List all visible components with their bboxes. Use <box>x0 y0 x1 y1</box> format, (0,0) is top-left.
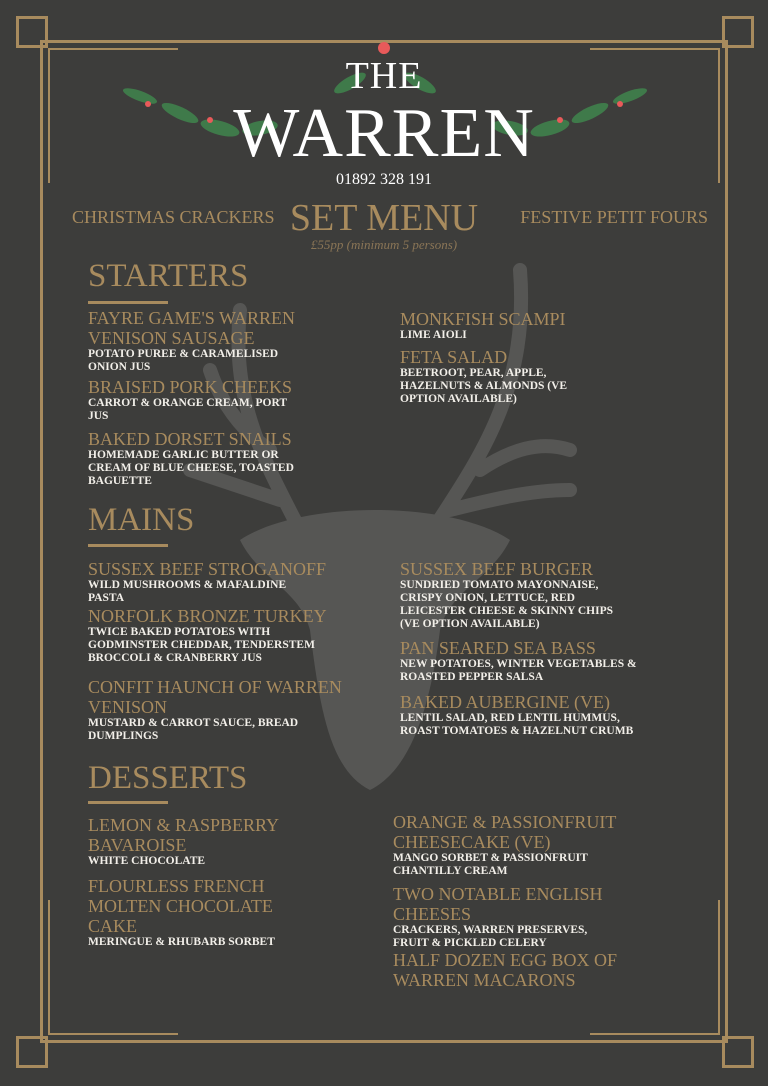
phone-number: 01892 328 191 <box>336 171 432 188</box>
menu-item <box>393 950 643 990</box>
menu-item <box>88 429 323 488</box>
menu-item <box>393 812 643 878</box>
menu-item <box>400 347 640 406</box>
item-name: FETA SALAD <box>400 347 508 367</box>
festive-petit-fours-label: FESTIVE PETIT FOURS <box>520 207 708 227</box>
menu-item <box>400 638 640 684</box>
item-name: LEMON & RASPBERRY BAVAROISE <box>88 815 279 855</box>
item-name: ORANGE & PASSIONFRUIT CHEESECAKE (VE) <box>393 812 617 852</box>
item-name: SUSSEX BEEF BURGER <box>400 559 594 579</box>
menu-title: SET MENU <box>289 197 479 239</box>
menu-item <box>88 377 323 423</box>
item-description: MERINGUE & RHUBARB SORBET <box>88 936 275 948</box>
item-description: HOMEMADE GARLIC BUTTER OR CREAM OF BLUE CHEESE, TOASTED BAGUETTE <box>88 449 294 487</box>
menu-item <box>400 309 640 342</box>
item-description: CRACKERS, WARREN PRESERVES, FRUIT & PICKLED CELERY <box>393 924 588 949</box>
section-underline <box>88 801 168 804</box>
menu-item <box>88 677 368 743</box>
item-description: TWICE BAKED POTATOES WITH GODMINSTER CHEDDAR, TENDERSTEM BROCCOLI & CRANBERRY JUS <box>88 626 315 664</box>
menu-item <box>400 559 640 631</box>
menu-item <box>393 884 633 950</box>
item-name: FAYRE GAME'S WARREN VENISON SAUSAGE <box>88 308 295 348</box>
item-description: CARROT & ORANGE CREAM, PORT JUS <box>88 397 287 422</box>
item-description: MUSTARD & CARROT SAUCE, BREAD DUMPLINGS <box>88 717 299 742</box>
christmas-crackers-label: CHRISTMAS CRACKERS <box>72 207 275 227</box>
item-name: HALF DOZEN EGG BOX OF WARREN MACARONS <box>393 950 617 990</box>
section-heading-starters: STARTERS <box>88 258 249 294</box>
item-description: BEETROOT, PEAR, APPLE, HAZELNUTS & ALMONDS (VE OPTION AVAILABLE) <box>400 367 568 405</box>
price-note: £55pp (minimum 5 persons) <box>310 237 458 252</box>
menu-item <box>88 815 298 868</box>
item-name: FLOURLESS FRENCH MOLTEN CHOCOLATE CAKE <box>88 876 273 936</box>
section-underline <box>88 301 168 304</box>
section-heading-desserts: DESSERTS <box>88 760 248 796</box>
item-description: LIME AIOLI <box>400 329 467 341</box>
item-description: POTATO PUREE & CARAMELISED ONION JUS <box>88 348 279 373</box>
restaurant-name-warren: WARREN <box>233 95 535 172</box>
item-description: LENTIL SALAD, RED LENTIL HUMMUS, ROAST TOMATOES & HAZELNUT CRUMB <box>400 712 634 737</box>
menu-item <box>88 559 358 605</box>
menu-item <box>88 606 358 665</box>
corner-ornament-bottom-right <box>722 1036 754 1068</box>
menu-item <box>88 308 323 374</box>
item-name: PAN SEARED SEA BASS <box>400 638 596 658</box>
corner-ornament-bottom-left <box>16 1036 48 1068</box>
item-name: SUSSEX BEEF STROGANOFF <box>88 559 327 579</box>
menu-item <box>88 876 298 949</box>
corner-ornament-top-left <box>16 16 48 48</box>
item-description: SUNDRIED TOMATO MAYONNAISE, CRISPY ONION, LETTUCE, RED LEICESTER CHEESE & SKINNY CHIPS (VE OPTION AVAILABLE) <box>400 579 614 630</box>
restaurant-name-the: THE <box>345 55 423 97</box>
item-name: MONKFISH SCAMPI <box>400 309 566 329</box>
item-description: WILD MUSHROOMS & MAFALDINE PASTA <box>88 579 287 604</box>
item-description: MANGO SORBET & PASSIONFRUIT CHANTILLY CREAM <box>393 852 588 877</box>
item-name: BAKED DORSET SNAILS <box>88 429 292 449</box>
item-description: NEW POTATOES, WINTER VEGETABLES & ROASTED PEPPER SALSA <box>400 658 637 683</box>
item-description: WHITE CHOCOLATE <box>88 855 206 867</box>
item-name: CONFIT HAUNCH OF WARREN VENISON <box>88 677 342 717</box>
item-name: BRAISED PORK CHEEKS <box>88 377 293 397</box>
corner-ornament-top-right <box>722 16 754 48</box>
section-underline <box>88 544 168 547</box>
section-heading-mains: MAINS <box>88 502 195 538</box>
item-name: BAKED AUBERGINE (VE) <box>400 692 610 712</box>
menu-item <box>400 692 645 738</box>
item-name: NORFOLK BRONZE TURKEY <box>88 606 327 626</box>
item-name: TWO NOTABLE ENGLISH CHEESES <box>393 884 603 924</box>
